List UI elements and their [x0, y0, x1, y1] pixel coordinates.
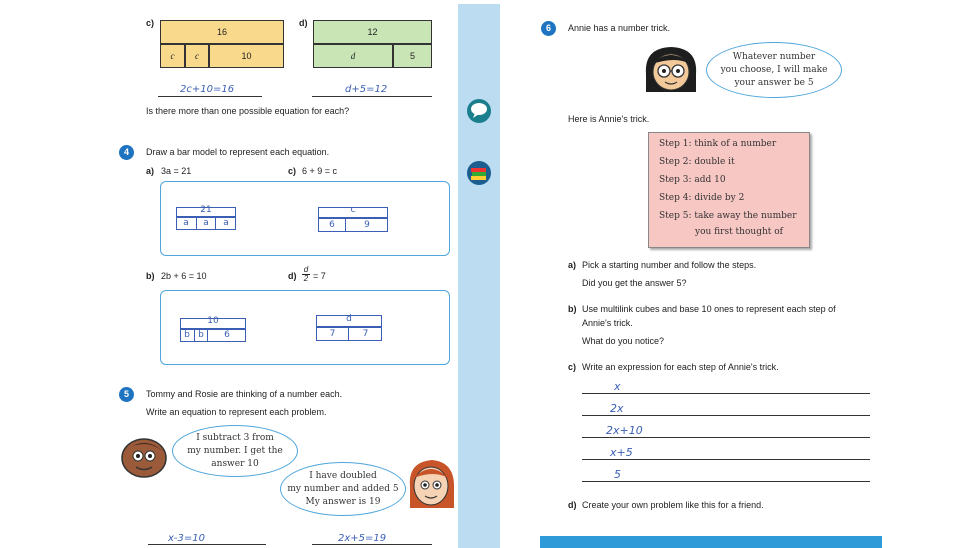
bar-d-total — [313, 20, 432, 44]
q3-d-answer: d+5=12 — [345, 84, 388, 95]
step-2-key: Step 2: — [659, 157, 692, 167]
q6-c-answer-line-3 — [582, 437, 870, 438]
bar-c-cell-1 — [160, 44, 185, 68]
hand-bar-a-top-text: 21 — [200, 205, 212, 215]
q6-number-badge: 6 — [541, 21, 556, 36]
q4-c-equation: 6 + 9 = c — [302, 166, 338, 176]
annie-avatar — [642, 44, 700, 94]
hand-bar-c-cell-1: 6 — [329, 220, 335, 230]
q4-b-label: b) — [146, 271, 155, 281]
hand-bar-b-cell-3: 6 — [224, 330, 230, 340]
q6-b-line-1: Use multilink cubes and base 10 ones to represent each step of — [582, 304, 836, 314]
bar-c-total — [160, 20, 284, 44]
bar-c-cell-1-value: c — [170, 51, 175, 61]
rosie-avatar — [404, 456, 458, 512]
q6-c-answer-3: 2x+10 — [606, 424, 643, 437]
q6-c-answer-line-2 — [582, 415, 870, 416]
q3-c-label: c) — [146, 18, 155, 28]
step-1 — [659, 135, 776, 153]
q5-answer-1: x-3=10 — [168, 533, 205, 544]
hand-bar-c-cell-2: 9 — [364, 220, 370, 230]
tommy-bubble-line-1: I subtract 3 from — [196, 432, 274, 443]
q6-c-label: c) — [568, 362, 577, 372]
hand-bar-b-cell-2: b — [198, 330, 204, 340]
hand-bar-a-cell-1: a — [183, 218, 189, 228]
q6-c-line-1: Write an expression for each step of Annie's trick. — [582, 362, 779, 372]
bar-d-cell-1-value: d — [350, 51, 356, 61]
rosie-bubble-line-1: I have doubled — [309, 470, 377, 481]
annie-speech-bubble — [706, 42, 842, 98]
bar-d-total-value: 12 — [367, 27, 378, 37]
q6-c-answer-1: x — [614, 380, 621, 393]
q4-d-label: d) — [288, 271, 297, 281]
hand-bar-d-cell-2: 7 — [362, 329, 369, 339]
hand-bar-b-cell-1: b — [184, 330, 190, 340]
q3-c-answer: 2c+10=16 — [180, 84, 235, 95]
step-2 — [659, 153, 735, 171]
q6-b-label: b) — [568, 304, 577, 314]
q6-a-line-2: Did you get the answer 5? — [582, 278, 687, 288]
page-spine — [458, 4, 500, 548]
bar-c-cell-2-value: c — [195, 51, 199, 61]
speech-bubble-icon — [466, 98, 492, 124]
q5-answer-line-1 — [148, 544, 266, 545]
bar-c-cell-3-value: 10 — [241, 51, 252, 61]
q6-b-line-2: Annie's trick. — [582, 318, 633, 328]
bar-c-cell-3 — [209, 44, 284, 68]
step-4-value: divide by 2 — [694, 193, 745, 203]
step-5-value: take away the number — [694, 211, 797, 221]
tommy-bubble-line-3: answer 10 — [211, 458, 259, 469]
q5-answer-2: 2x+5=19 — [338, 533, 387, 544]
q6-a-line-1: Pick a starting number and follow the steps. — [582, 260, 757, 270]
q4-number-badge: 4 — [119, 145, 134, 160]
q4-a-equation: 3a = 21 — [161, 166, 192, 176]
page-footer-bar — [540, 536, 882, 548]
q4-d-denominator: 2 — [303, 274, 309, 283]
rosie-bubble-line-3: My answer is 19 — [305, 496, 381, 507]
q4-d-rest: = 7 — [313, 271, 326, 281]
hand-bar-d-top-text: d — [346, 314, 352, 324]
q4-d-fraction — [302, 266, 310, 283]
q5-number-badge: 5 — [119, 387, 134, 402]
bar-d-cell-2 — [393, 44, 432, 68]
q3-c-answer-line — [158, 96, 262, 97]
q4-title: Draw a bar model to represent each equation. — [146, 147, 330, 157]
q5-line-2: Write an equation to represent each problem. — [146, 407, 327, 417]
q6-c-answer-line-5 — [582, 481, 870, 482]
q6-intro: Annie has a number trick. — [568, 23, 671, 33]
q6-here: Here is Annie's trick. — [568, 114, 650, 124]
q6-d-label: d) — [568, 500, 577, 510]
q4-b-equation: 2b + 6 = 10 — [161, 271, 207, 281]
tommy-speech-bubble — [172, 425, 298, 477]
rosie-bubble-line-2: my number and added 5 — [287, 483, 399, 494]
q3-d-label: d) — [299, 18, 308, 28]
step-3-value: add 10 — [694, 175, 726, 185]
annie-bubble-line-1: Whatever number — [732, 51, 816, 62]
step-1-value: think of a number — [694, 139, 777, 149]
bar-d-cell-2-value: 5 — [409, 51, 415, 61]
step-5-key: Step 5: — [659, 211, 692, 221]
annie-bubble-line-3: your answer be 5 — [734, 77, 814, 88]
q6-c-answer-2: 2x — [610, 402, 624, 415]
q4-c-label: c) — [288, 166, 297, 176]
q6-c-answer-line-1 — [582, 393, 870, 394]
rosie-speech-bubble — [280, 462, 406, 516]
q6-a-label: a) — [568, 260, 577, 270]
q4-a-label: a) — [146, 166, 155, 176]
q4-d-numerator: d — [303, 265, 309, 274]
step-4-key: Step 4: — [659, 193, 692, 203]
q5-answer-line-2 — [312, 544, 432, 545]
books-icon — [466, 160, 492, 186]
tommy-bubble-line-2: my number. I get the — [187, 445, 283, 456]
q5-line-1: Tommy and Rosie are thinking of a number each. — [146, 389, 343, 399]
q3-d-answer-line — [312, 96, 432, 97]
q6-c-answer-line-4 — [582, 459, 870, 460]
step-5-continued: you first thought of — [695, 227, 783, 237]
annie-bubble-line-2: you choose, I will make — [720, 64, 828, 75]
hand-bar-a-cell-3: a — [223, 218, 229, 228]
bar-c-cell-2 — [185, 44, 209, 68]
q6-c-answer-5: 5 — [614, 468, 621, 481]
step-4 — [659, 189, 744, 207]
bar-c-total-value: 16 — [216, 27, 227, 37]
step-3 — [659, 171, 726, 189]
annie-steps-card — [648, 132, 810, 248]
bar-d-cell-1 — [313, 44, 393, 68]
hand-bar-a-cell-2: a — [203, 218, 209, 228]
q3-question: Is there more than one possible equation for each? — [146, 106, 350, 116]
tommy-avatar — [118, 434, 170, 480]
q6-d-line-1: Create your own problem like this for a friend. — [582, 500, 764, 510]
q6-c-answer-4: x+5 — [610, 446, 633, 459]
q6-b-line-3: What do you notice? — [582, 336, 665, 346]
step-3-key: Step 3: — [659, 175, 692, 185]
hand-bar-b-top-text: 10 — [207, 316, 219, 326]
step-2-value: double it — [694, 157, 735, 167]
step-1-key: Step 1: — [659, 139, 692, 149]
hand-bar-d-cell-1: 7 — [329, 329, 336, 339]
hand-bar-c-top-text: c — [350, 205, 356, 215]
